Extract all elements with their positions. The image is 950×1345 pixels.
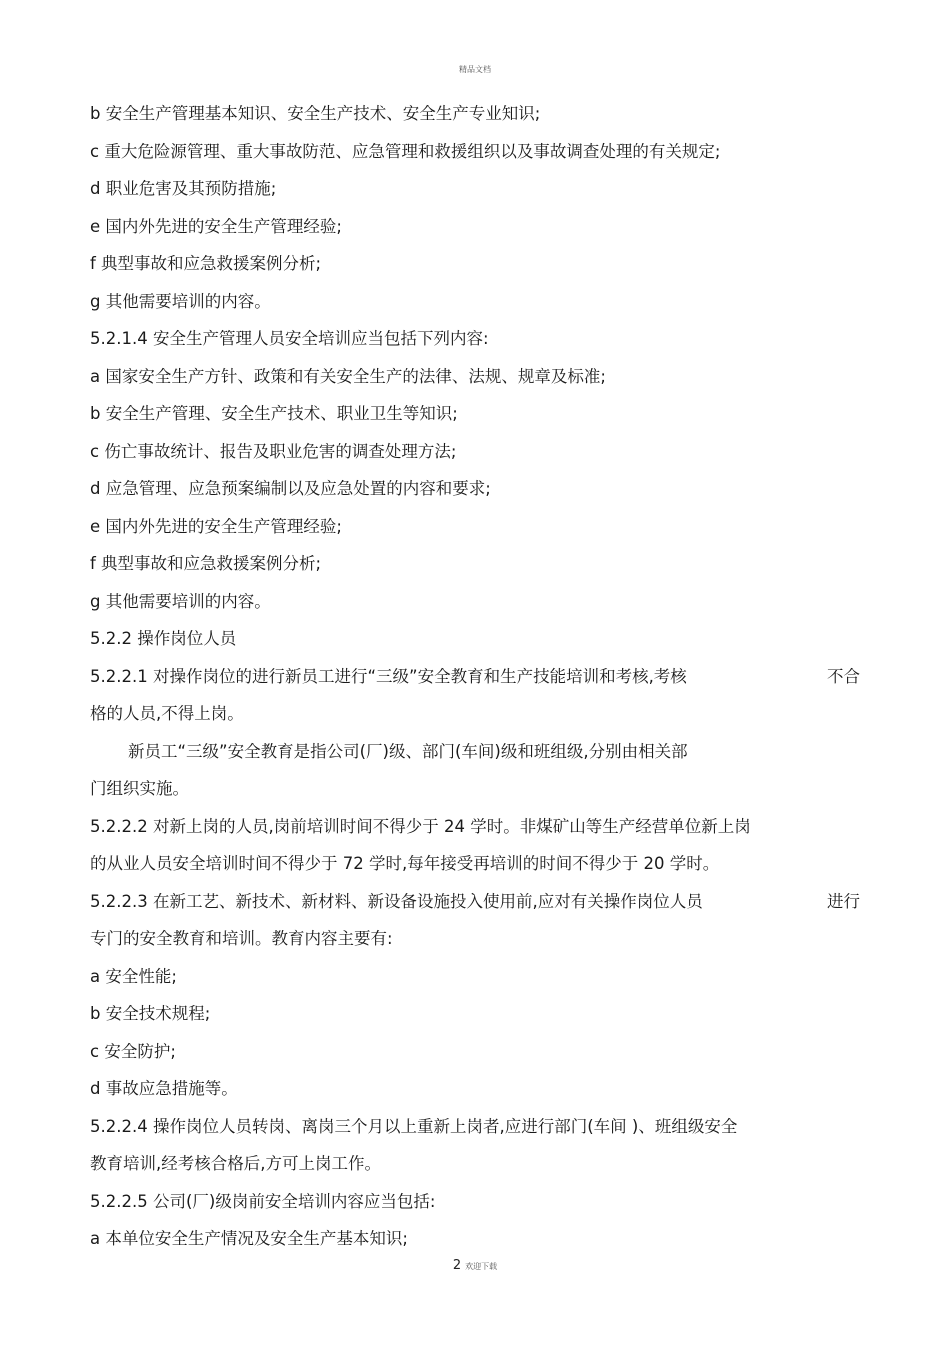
text-line [90,208,860,246]
page-footer [0,1258,950,1273]
text-line [90,1033,860,1071]
text-line [90,583,860,621]
text-line [90,845,860,883]
text-line [90,733,860,771]
page-header: 精品文档 [459,65,491,74]
text-line [90,470,860,508]
text-line [90,95,860,133]
text-line-main: d 职业危害及其预防措施; [90,179,277,198]
text-line-tail: 进行 [827,891,860,911]
text-line-main: 教育培训,经考核合格后,方可上岗工作。 [90,1154,381,1173]
text-line-main: a 国家安全生产方针、政策和有关安全生产的法律、法规、规章及标准; [90,366,606,386]
text-line [90,1108,860,1146]
text-line [90,433,860,471]
text-line [90,883,860,921]
text-line-main: 5.2.2.5 公司(厂)级岗前安全培训内容应当包括: [90,1191,436,1211]
document-body [90,95,860,1258]
text-line [90,920,860,958]
text-line-main: 门组织实施。 [90,779,189,798]
text-line [90,320,860,358]
text-line [90,658,860,696]
text-line [90,283,860,321]
text-line-main: 5.2.2.3 在新工艺、新技术、新材料、新设备设施投入使用前,应对有关操作岗位人员 [90,891,703,911]
text-line-main: b 安全技术规程; [90,1004,211,1023]
page-number: 2 [452,1258,462,1273]
text-line-main: 格的人员,不得上岗。 [90,704,244,723]
text-line-main: 5.2.2.2 对新上岗的人员,岗前培训时间不得少于 24 学时。非煤矿山等生产经营单位新上岗 [90,816,751,836]
text-line-main: 5.2.2.4 操作岗位人员转岗、离岗三个月以上重新上岗者,应进行部门(车间 )、班组级安全 [90,1116,738,1136]
text-line-main: 5.2.2 操作岗位人员 [90,629,237,648]
text-line [90,770,860,808]
text-line [90,1183,860,1221]
footer-note: 欢迎下载 [465,1262,498,1271]
text-line-main: 专门的安全教育和培训。教育内容主要有: [90,929,393,948]
text-line-main: 5.2.1.4 安全生产管理人员安全培训应当包括下列内容: [90,329,489,348]
text-line [90,545,860,583]
text-line-main: g 其他需要培训的内容。 [90,291,271,311]
text-line-main: d 事故应急措施等。 [90,1079,238,1098]
text-line-main: 的从业人员安全培训时间不得少于 72 学时,每年接受再培训的时间不得少于 20 学时。 [90,854,720,873]
text-line-main: 5.2.2.1 对操作岗位的进行新员工进行“三级”安全教育和生产技能培训和考核,考核 [90,666,687,686]
text-line [90,245,860,283]
text-line-main: g 其他需要培训的内容。 [90,591,271,611]
text-line [90,958,860,996]
text-line-main: a 本单位安全生产情况及安全生产基本知识; [90,1229,408,1248]
text-line-main: f 典型事故和应急救援案例分析; [90,254,322,273]
text-line-main: c 安全防护; [90,1041,176,1061]
text-line [90,808,860,846]
text-line [90,133,860,171]
text-line-main: c 重大危险源管理、重大事故防范、应急管理和救援组织以及事故调查处理的有关规定; [90,141,721,161]
text-line [90,170,860,208]
text-line [90,1220,860,1258]
text-line [90,508,860,546]
text-line [90,1070,860,1108]
text-line [90,695,860,733]
text-line [90,1145,860,1183]
text-line-main: 新员工“三级”安全教育是指公司(厂)级、部门(车间)级和班组级,分别由相关部 [128,741,688,761]
text-line-main: a 安全性能; [90,966,177,986]
text-line-main: e 国内外先进的安全生产管理经验; [90,516,342,536]
text-line [90,358,860,396]
text-line [90,995,860,1033]
text-line-main: b 安全生产管理基本知识、安全生产技术、安全生产专业知识; [90,104,541,123]
text-line-main: e 国内外先进的安全生产管理经验; [90,216,342,236]
text-line [90,620,860,658]
text-line [90,395,860,433]
text-line-main: f 典型事故和应急救援案例分析; [90,554,322,573]
text-line-main: b 安全生产管理、安全生产技术、职业卫生等知识; [90,404,458,423]
text-line-main: d 应急管理、应急预案编制以及应急处置的内容和要求; [90,479,491,498]
text-line-main: c 伤亡事故统计、报告及职业危害的调查处理方法; [90,441,457,461]
text-line-tail: 不合 [827,666,860,686]
